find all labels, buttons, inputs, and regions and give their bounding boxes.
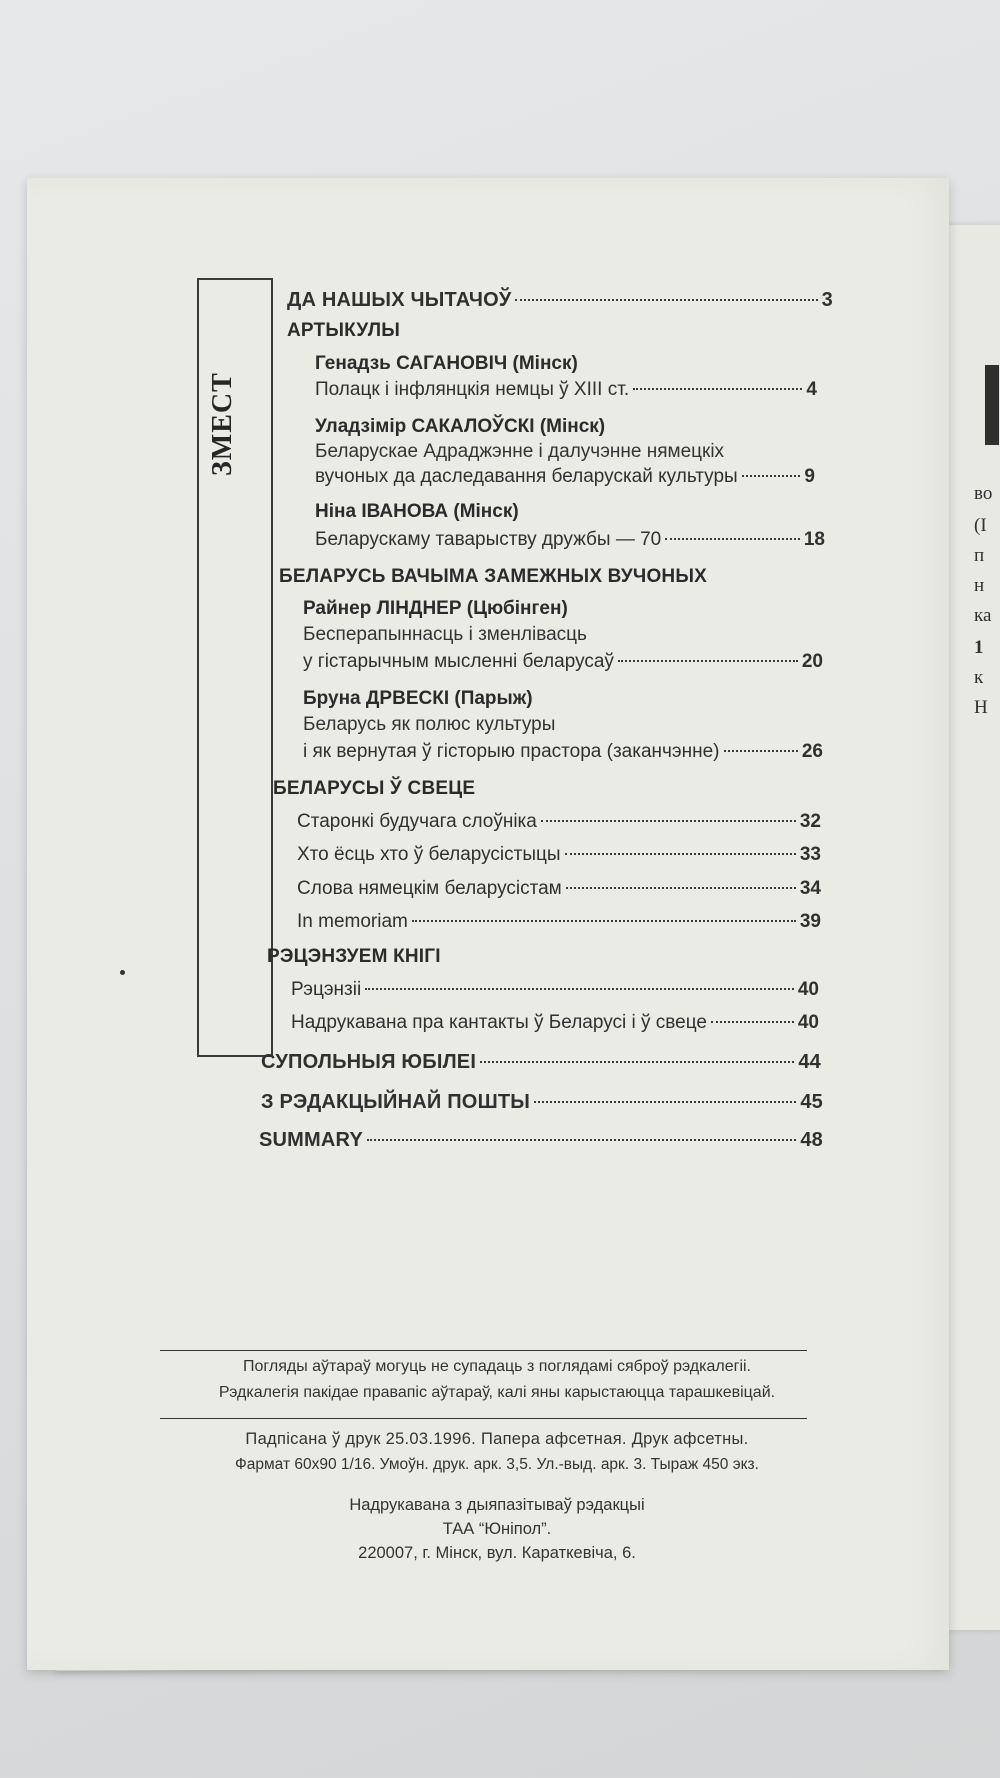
section-heading-foreign: БЕЛАРУСЬ ВАЧЫМА ЗАМЕЖНЫХ ВУЧОНЫХ [279,566,708,587]
toc-entry-page: 4 [806,379,817,400]
leader-dots [633,388,802,390]
stray-dot [120,970,125,975]
toc-entry-article[interactable] [315,528,825,552]
toc-entry-page: 48 [800,1129,823,1151]
toc-entry-world[interactable] [297,843,821,867]
article-author: Уладзімір САКАЛОЎСКІ (Мінск) [315,416,606,437]
leader-dots [565,853,796,855]
toc-entry-title: З РЭДАКЦЫЙНАЙ ПОШТЫ [261,1091,531,1113]
adjacent-fragment: н [974,575,985,596]
toc-entry-title: In memoriam [297,911,408,932]
leader-dots [566,887,796,889]
leader-dots [541,820,796,822]
toc-entry-world[interactable] [297,810,821,834]
toc-entry-title: у гістарычным мысленні беларусаў [303,651,614,672]
toc-entry-page: 32 [799,811,821,832]
toc-entry-mail[interactable] [261,1090,823,1114]
toc-entry-title: Старонкі будучага слоўніка [297,811,537,832]
toc-entry-page: 20 [801,651,823,672]
section-heading-books: РЭЦЭНЗУЕМ КНІГІ [267,946,441,967]
toc-entry-world[interactable] [297,877,821,901]
leader-dots [534,1101,796,1103]
toc-entry-title: Беларускаму таварыству дружбы — 70 [315,529,662,550]
toc-entry-page: 34 [799,878,821,899]
toc-entry-book[interactable] [291,1011,819,1035]
leader-dots [711,1021,794,1023]
toc-entry-title: і як вернутая ў гісторыю прастора (заканчэнне) [303,741,720,762]
toc-entry-to-readers[interactable] [287,288,833,312]
disclaimer-line: Погляды аўтараў могуць не супадаць з поглядамі сяброў рэдкалегіі. [242,1358,751,1375]
toc-entry-summary[interactable] [259,1128,823,1152]
adjacent-fragment: ка [974,605,992,626]
adjacent-fragment: (І [974,515,987,536]
toc-entry-article[interactable] [315,465,815,489]
leader-dots [412,920,796,922]
toc-entry-article[interactable] [303,650,823,674]
article-author: Ніна ІВАНОВА (Мінск) [315,501,519,522]
section-heading-world: БЕЛАРУСЫ Ў СВЕЦЕ [273,778,476,799]
divider-bottom [160,1418,807,1419]
adjacent-fragment: к [974,667,984,688]
toc-entry-page: 45 [800,1091,823,1113]
toc-entry-page: 39 [799,911,821,932]
toc-entry-title: Слова нямецкім беларусістам [297,878,562,899]
article-author: Райнер ЛІНДНЕР (Цюбінген) [303,598,568,619]
toc-entry-page: 18 [803,529,825,550]
leader-dots [742,475,801,477]
toc-entry-article[interactable] [315,378,817,402]
toc-entry-title: вучоных да даследавання беларускай культуры [315,466,738,487]
toc-entry-book[interactable] [291,978,819,1002]
adjacent-fragment: во [974,483,993,504]
adjacent-fragment: п [974,545,985,566]
toc-entry-article[interactable] [303,740,823,764]
imprint-line: Фармат 60x90 1/16. Умоўн. друк. арк. 3,5. Ул.-выд. арк. 3. Тыраж 450 экз. [235,1456,759,1473]
toc-entry-page: 33 [799,844,821,865]
toc-entry-page: 40 [797,1012,819,1033]
imprint-line: Падпісана ў друк 25.03.1996. Папера афсетная. Друк афсетны. [245,1430,749,1448]
leader-dots [480,1061,794,1063]
article-author: Генадзь САГАНОВІЧ (Мінск) [315,353,578,374]
contents-title: ЗМЕСТ [207,372,238,476]
toc-entry-title-line: Бесперапыннасць і зменлівасць [303,624,587,645]
article-author: Бруна ДРВЕСКІ (Парыж) [303,688,533,709]
toc-entry-page: 26 [801,741,823,762]
adjacent-page-big-letter [985,365,999,445]
imprint-line: 220007, г. Мінск, вул. Караткевіча, 6. [358,1544,636,1562]
adjacent-fragment: Н [974,697,988,718]
toc-entry-title: ДА НАШЫХ ЧЫТАЧОЎ [287,289,512,311]
contents-page [27,178,949,1670]
toc-entry-title: СУПОЛЬНЫЯ ЮБІЛЕІ [261,1051,477,1073]
imprint-line: ТАА “Юніпол”. [442,1520,552,1538]
imprint-line: Надрукавана з дыяпазітываў рэдакцыі [349,1496,645,1514]
toc-entry-jubilees[interactable] [261,1050,821,1074]
toc-entry-title: Рэцэнзіі [291,979,362,1000]
toc-entry-title: Хто ёсць хто ў беларусістыцы [297,844,561,865]
toc-entry-title: Надрукавана пра кантакты ў Беларусі і ў свеце [291,1012,707,1033]
toc-entry-title-line: Беларускае Адраджэнне і далучэнне нямецкіх [315,441,725,462]
toc-entry-world[interactable] [297,910,821,934]
toc-entry-page: 9 [804,466,815,487]
leader-dots [665,538,800,540]
toc-entry-page: 40 [797,979,819,1000]
leader-dots [365,988,794,990]
disclaimer-line: Рэдкалегія пакідае правапіс аўтараў, калі яны карыстаюцца тарашкевіцай. [218,1384,776,1401]
leader-dots [515,299,817,301]
leader-dots [618,660,798,662]
toc-entry-title: Полацк і інфлянцкія немцы ў XIII ст. [315,379,630,400]
toc-entry-page: 3 [821,289,833,311]
leader-dots [724,750,798,752]
toc-entry-title-line: Беларусь як полюс культуры [303,714,556,735]
toc-entry-page: 44 [798,1051,821,1073]
adjacent-fragment: 1 [974,637,984,658]
toc-entry-title: SUMMARY [259,1129,363,1151]
section-heading-articles: АРТЫКУЛЫ [287,320,401,341]
divider-top [160,1350,807,1351]
leader-dots [367,1139,796,1141]
